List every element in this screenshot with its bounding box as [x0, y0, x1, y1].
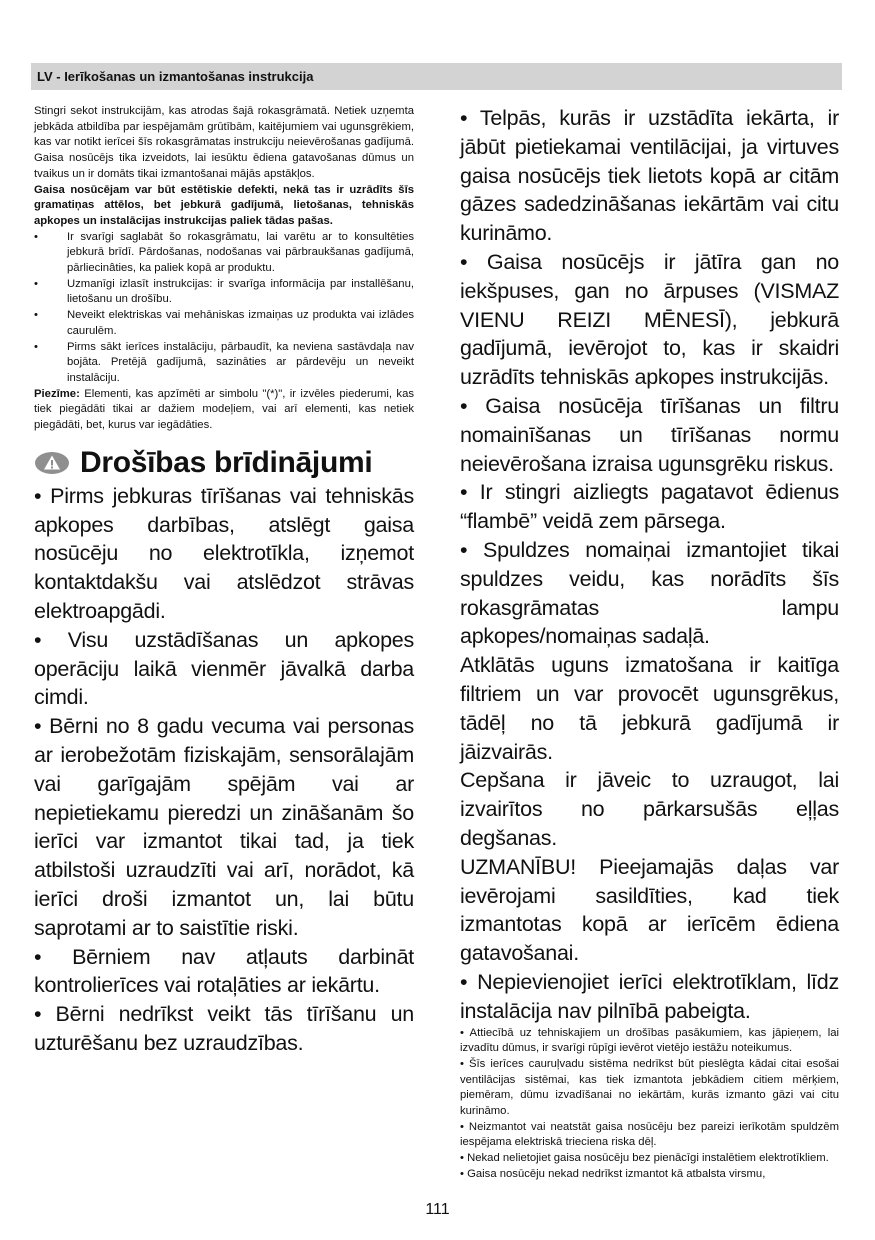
safety-paragraph: • Bērni no 8 gadu vecuma vai personas ar ierobežotām fiziskajām, sensorālajām vai garīgajām spējām vai ar nepietiekamu pieredzi un zināšanām šo ierīci var izmantot tikai tad, ja tiek atbilstoši uzraudzīti vai arī, norādot, kā ierīci droši izmantot un, lai būtu saprotami ar to saistītie riski.: [34, 714, 414, 940]
safety-paragraph: • Spuldzes nomaiņai izmantojiet tikai spuldzes veidu, kas norādīts šīs rokasgrāmatas lampu apkopes/nomaiņas sadaļā.: [460, 537, 839, 649]
left-column: [34, 104, 414, 1058]
section-header-bar: [31, 63, 842, 90]
warning-icon: [34, 451, 70, 475]
safety-right-text: [460, 104, 839, 1026]
safety-paragraph: • Gaisa nosūcēja tīrīšanas un filtru nomainīšanas un tīrīšanas normu neievērošana izraisa ugunsgrēku riskus.: [460, 393, 839, 476]
intro-bullet-list: [34, 230, 414, 387]
safety-small-paragraph: • Neizmantot vai neatstāt gaisa nosūcēju bez pareizi ierīkotām spuldzēm iespējama elektriskā trieciena riska dēļ.: [460, 1120, 839, 1149]
safety-paragraph: UZMANĪBU! Pieejamajās daļas var ievērojami sasildīties, kad tiek izmantotas kopā ar ierīcēm ēdiena gatavošanai.: [460, 854, 839, 966]
safety-paragraph: Cepšana ir jāveic to uzraugot, lai izvairītos no pārkarsušās eļļas degšanas.: [460, 768, 839, 850]
safety-heading-text: Drošības brīdinājumi: [80, 445, 373, 479]
safety-small-paragraph: • Gaisa nosūcēju nekad nedrīkst izmantot kā atbalsta virsmu,: [460, 1167, 766, 1180]
safety-paragraph: • Bērni nedrīkst veikt tās tīrīšanu un uzturēšanu bez uzraudzības.: [34, 1002, 414, 1055]
list-item: • Ir svarīgi saglabāt šo rokasgrāmatu, lai varētu ar to konsultēties jebkurā brīdī. Pārdošanas, nodošanas vai pārbraukšanas gadījumā, pārliecinâties, ka paliek kopā ar produktu.: [34, 230, 414, 275]
safety-paragraph: • Telpās, kurās ir uzstādīta iekārta, ir jābūt pietiekamai ventilācijai, ja virtuves gaisa nosūcējs tiek lietots kopā ar citām gāzes sadedzināšanas iekārtām vai citu kurināmo.: [460, 106, 839, 246]
right-column: [460, 104, 839, 1183]
safety-paragraph: • Ir stingri aizliegts pagatavot ēdienus “flambē” veidā zem pārsega.: [460, 480, 839, 534]
safety-paragraph: Atklātās uguns izmatošana ir kaitīga filtriem un var provocēt ugunsgrēkus, tādēļ no tā jebkurā gadījumā ir jāizvairās.: [460, 653, 839, 764]
note-label: Piezīme:: [34, 387, 80, 400]
list-item: • Uzmanīgi izlasīt instrukcijas: ir svarīga informācija par installēšanu, lietošanu un drošību.: [34, 277, 414, 306]
safety-small-paragraph: • Nekad nelietojiet gaisa nosūcēju bez pienācīgi instalētiem elektrotīkliem.: [460, 1152, 829, 1165]
list-item: • Pirms sākt ierīces instalāciju, pārbaudīt, ka neviena sastāvdaļa nav bojāta. Pretējā gadījumā, sazināties ar pārdevēju un neveikt instalāciju.: [34, 340, 414, 384]
intro-block: [34, 104, 414, 434]
safety-paragraph: • Gaisa nosūcējs ir jātīra gan no iekšpuses, gan no ārpuses (VISMAZ VIENU REIZI MĒNESĪ), jebkurā gadījumā, ievērojot to, kas ir skaidri uzrādīts tehniskās apkopes instrukcijās.: [460, 249, 839, 390]
note-paragraph: [34, 387, 414, 434]
intro-bold-paragraph: Gaisa nosūcējam var būt estētiskie defekti, nekā tas ir uzrādīts šīs gramatiņas attēlos, bet jebkurā gadījumā, lietošanas, tehniskās apkopes un instalācijas instrukcijas paliek tādas pašas.: [34, 183, 414, 227]
bullet-icon: •: [34, 277, 38, 290]
bullet-icon: •: [34, 230, 38, 243]
safety-left-text: [34, 482, 414, 1058]
bullet-icon: •: [34, 309, 38, 322]
safety-paragraph: • Bērniem nav atļauts darbināt kontrolierīces vai rotaļāties ar iekārtu.: [34, 944, 414, 998]
list-item: • Neveikt elektriskas vai mehāniskas izmaiņas uz produkta vai izlādes caurulēm.: [34, 309, 414, 337]
safety-heading: [34, 446, 414, 480]
page-number: 111: [425, 1201, 450, 1218]
intro-paragraph: Stingri sekot instrukcijām, kas atrodas šajā rokasgrāmatā. Netiek uzņemta jebkāda atbildība par iespējamām grūtībām, kaitējumiem vai ugunsgrēkiem, kas var notikt ierīcei šīs rokasgrāmatas instrukciju neievērošanas gadījumā. Gaisa nosūcējs tika izveidots, lai iesūktu ēdiena gatavošanas dūmus un tvaikus un ir domāts tikai izmantošanai mājās apstākļos.: [34, 105, 414, 180]
safety-paragraph: • Visu uzstādīšanas un apkopes operāciju laikā vienmēr jāvalkā darba cimdi.: [34, 627, 414, 710]
note-text: Elementi, kas apzīmēti ar simbolu "(*)", ir izvēles piederumi, kas tiek piegādāti tikai ar dažiem modeļiem, vai arī elementi, kas netiek piegādāti, bet, kurus var iegādāties.: [34, 387, 415, 432]
safety-paragraph: • Nepievienojiet ierīci elektrotīklam, līdz instalācija nav pilnībā pabeigta.: [460, 969, 839, 1023]
section-header-title: LV - Ierīkošanas un izmantošanas instrukcija: [37, 69, 314, 84]
bullet-icon: •: [34, 340, 38, 353]
safety-small-paragraph: • Attiecībā uz tehniskajiem un drošības pasākumiem, kas jāpieņem, lai izvadītu dūmus, ir svarīgi rūpīgi ievērot vietējo iestāžu noteikumus.: [460, 1026, 839, 1055]
safety-paragraph: • Pirms jebkuras tīrīšanas vai tehniskās apkopes darbības, atslēgt gaisa nosūcēju no elektrotīkla, izņemot kontaktdakšu vai atslēdzot strāvas elektroapgādi.: [34, 483, 414, 623]
safety-small-paragraph: • Šīs ierīces cauruļvadu sistēma nedrīkst būt pieslēgta kādai citai esošai ventilācijas sistēmai, kas tiek izmantota jebkādiem citiem mērķiem, piemēram, dūmu izvadīšanai no iekārtām, kurās izmanto gāzi vai citu kurināmo.: [460, 1057, 839, 1118]
safety-right-small-text: [460, 1026, 839, 1183]
